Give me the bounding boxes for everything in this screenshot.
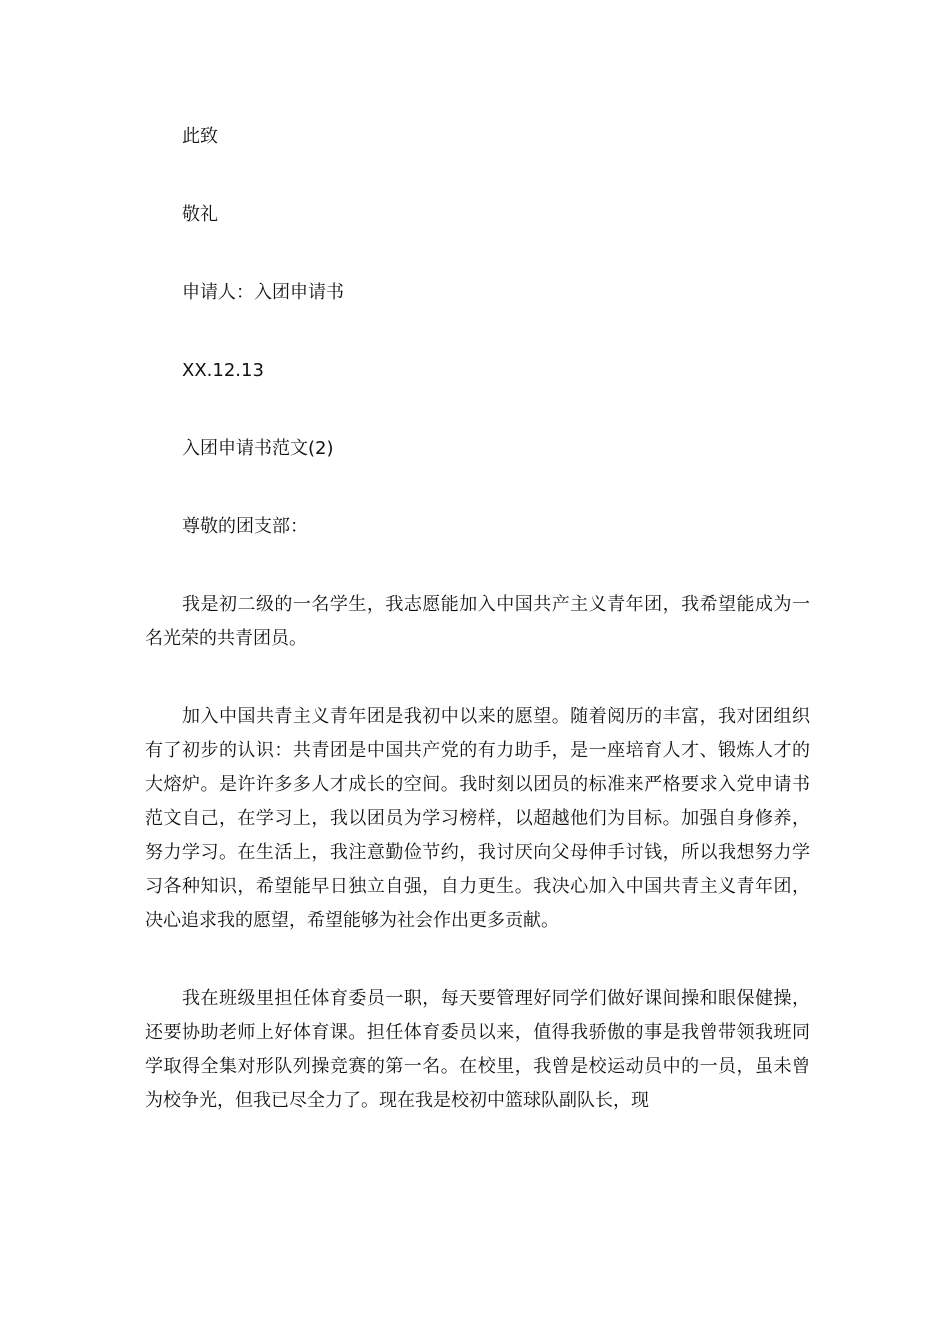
paragraph-3: 我在班级里担任体育委员一职，每天要管理好同学们做好课间操和眼保健操，还要协助老师上好体育课。担任体育委员以来，值得我骄傲的事是我曾带领我班同学取得全集对形队列操竞赛的第一名。在校里，我曾是校运动员中的一员，虽未曾为校争光，但我已尽全力了。现在我是校初中篮球队副队长，现 bbox=[145, 988, 810, 1111]
paragraph-2: 加入中国共青主义青年团是我初中以来的愿望。随着阅历的丰富，我对团组织有了初步的认识：共青团是中国共产党的有力助手，是一座培育人才、锻炼人才的大熔炉。是许许多多人才成长的空间。我时刻以团员的标准来严格要求入党申请书范文自己，在学习上，我以团员为学习榜样，以超越他们为目标。加强自身修养，努力学习。在生活上，我注意勤俭节约，我讨厌向父母伸手讨钱，所以我想努力学习各种知识，希望能早日独立自强，自力更生。我决心加入中国共青主义青年团，决心追求我的愿望，希望能够为社会作出更多贡献。 bbox=[145, 706, 810, 931]
closing-salutation: 此致 bbox=[182, 126, 218, 147]
greeting-line: 尊敬的团支部： bbox=[182, 516, 308, 537]
closing-respect: 敬礼 bbox=[182, 204, 218, 225]
document-body bbox=[145, 120, 810, 1118]
date-line: XX.12.13 bbox=[182, 360, 264, 381]
paragraph-1: 我是初二级的一名学生，我志愿能加入中国共产主义青年团，我希望能成为一名光荣的共青团员。 bbox=[145, 594, 810, 649]
applicant-line: 申请人：入团申请书 bbox=[182, 282, 344, 303]
section-title: 入团申请书范文(2) bbox=[182, 438, 334, 459]
